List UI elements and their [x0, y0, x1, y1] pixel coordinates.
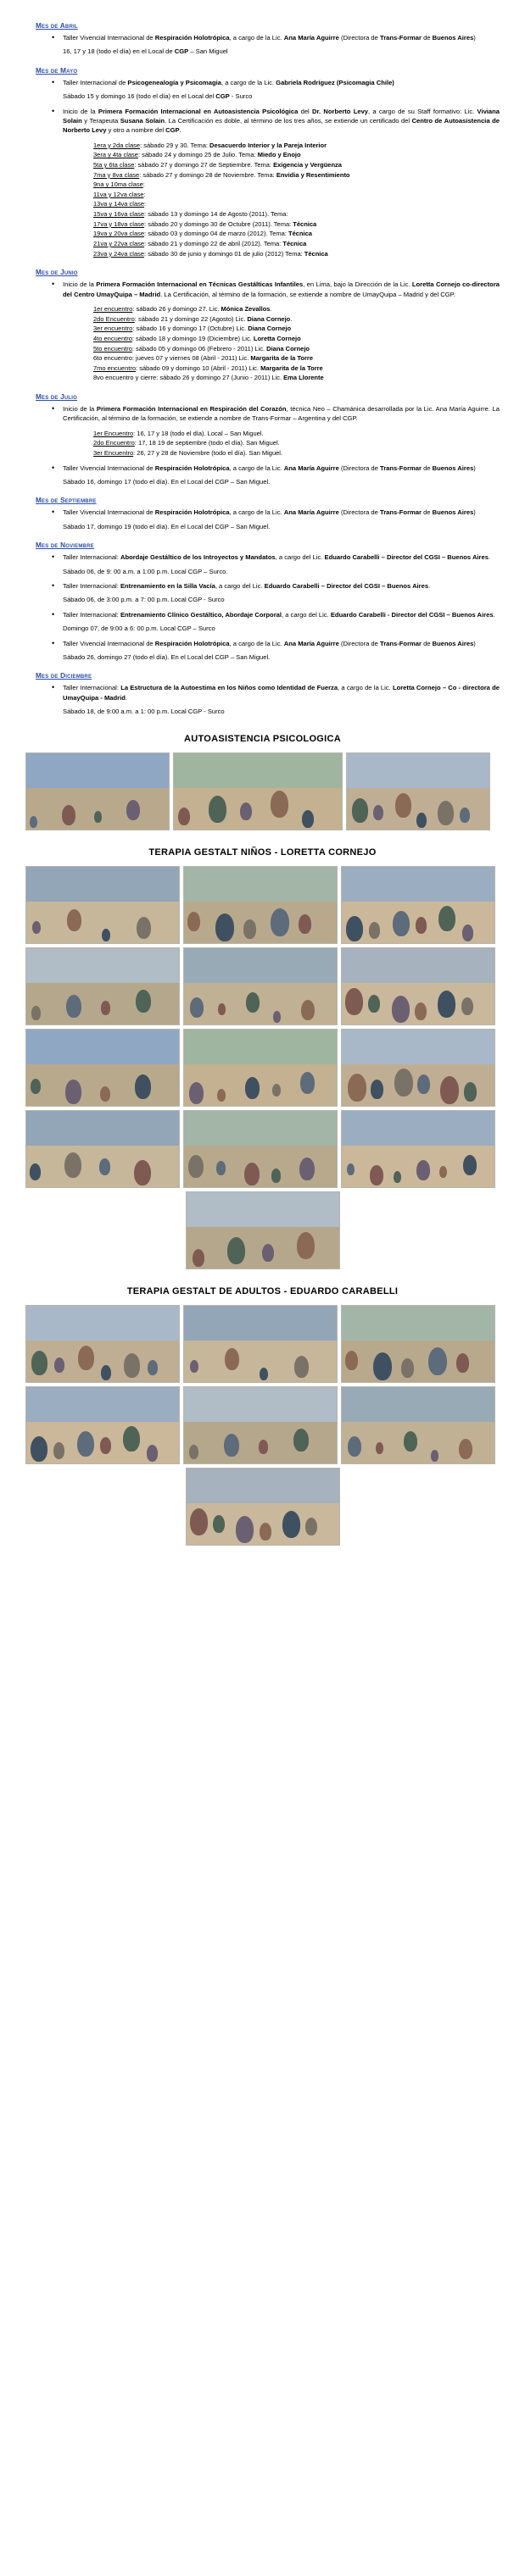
event-item [63, 464, 500, 487]
month-item-list [25, 280, 500, 383]
event-schedule: Sábado 17, domingo 19 (todo el día). En el Local del CGP – San Miguel. [63, 522, 271, 530]
gallery-photo [25, 1386, 180, 1464]
gallery-title: TERAPIA GESTALT DE ADULTOS - EDUARDO CARABELLI [126, 1285, 399, 1296]
event-schedule: Sábado 26, domingo 27 (todo el día). En el Local del CGP – San Miguel. [63, 652, 271, 661]
event-item [63, 639, 500, 663]
session-entry: 21va y 22va clase: sábado 21 y domingo 22 de abril (2012). Tema: Técnica [93, 239, 307, 247]
gallery-photo [25, 866, 180, 944]
session-entry: 3er Encuentro: 26, 27 y 28 de Noviembre (todo el día). San Miguel. [93, 449, 283, 458]
month-heading: Mes de Septiembre [36, 497, 97, 505]
session-entry: 2do Encuentro: sábado 21 y domingo 22 (Agosto) Lic. Diana Cornejo. [93, 314, 293, 323]
event-item [63, 404, 500, 458]
session-entry: 1er encuentro: sábado 26 y domingo 27. Lic. Mónica Zevallos. [93, 305, 272, 314]
event-schedule: Sábado 06, de 9: 00 a.m. a 1:00 p.m. Local CGP – Surco. [63, 567, 228, 575]
event-description: • Taller Internacional: Entrenamiento en la Silla Vacía, a cargo del Lic. Eduardo Carabelli – Director del CGSI – Buenos Aires. [63, 582, 431, 591]
event-item [63, 683, 500, 716]
month-item-list [25, 78, 500, 258]
gallery-photo [186, 1468, 340, 1546]
session-entry: 23va y 24va clase: sábado 30 de junio y domingo 01 de julio (2012) Tema: Técnica [93, 249, 328, 258]
month-item-list [25, 552, 500, 662]
event-item [63, 78, 500, 102]
event-description: • Taller Vivencial Internacional de Respiración Holotrópica, a cargo de la Lic. Ana María Aguirre (Directora de Trans-Formar de Buenos Aires) [63, 508, 476, 517]
gallery-center-row [25, 1191, 500, 1269]
gallery-photo [25, 947, 180, 1025]
event-item [63, 33, 500, 57]
gallery-photo [25, 752, 170, 830]
event-description: • Taller Vivencial Internacional de Respiración Holotrópica, a cargo de la Lic. Ana María Aguirre (Directora de Trans-Formar de Buenos Aires) [63, 639, 476, 647]
document-body [25, 22, 500, 717]
month-item-list [25, 683, 500, 716]
session-entry: 5to encuentro: sábado 05 y domingo 06 (Febrero - 2011) Lic. Diana Cornejo [93, 344, 310, 353]
gallery-grid [25, 1305, 500, 1464]
month-heading: Mes de Abril [36, 22, 78, 30]
gallery-photo [341, 947, 495, 1025]
event-item [63, 107, 500, 259]
event-description: • Inicio de la Primera Formación Internacional en Respiración del Corazón, técnica Neo – Chamánica desarrollada por la Lic. Ana María Aguirre. La Certificación, al término de la formación, se extiende a nombre de Trans-Formar – Argentina y del CGP. [63, 405, 500, 423]
event-description: • Taller Internacional: Entrenamiento Clínico Gestáltico, Abordaje Corporal, a cargo del Lic. Eduardo Carabelli - Director del CGSI – Buenos Aires. [63, 610, 495, 619]
event-description: • Inicio de la Primera Formación Internacional en Autoasistencia Psicológica del Dr. Norberto Levy, a cargo de su Staff formativo: Lic. Viviana Solain y Terapeuta Susana Solain. La Certificación es doble, al término de los tres años, se extiende un certificado del Centro de Autoasistencia de Norberto Levy y otro a nombre del CGP. [63, 107, 500, 135]
gallery-photo [25, 1110, 180, 1188]
gallery-photo [183, 1386, 338, 1464]
event-schedule: 16, 17 y 18 (todo el día) en el Local de CGP – San Miguel [63, 47, 228, 56]
gallery-grid [25, 752, 500, 830]
gallery-center-row [25, 1468, 500, 1546]
session-entry: 19va y 20va clase: sábado 03 y domingo 04 de marzo (2012). Tema: Técnica [93, 230, 312, 238]
gallery-photo [341, 866, 495, 944]
gallery-photo [25, 1305, 180, 1383]
event-description: • Taller Internacional de Psicogenealogía y Psicomagia, a cargo de la Lic. Gabriela Rodríguez (Psicomagia Chile) [63, 78, 394, 86]
session-entry: 5ta y 6ta clase: sábado 27 y domingo 27 de Septiembre. Tema: Exigencia y Vergüenza [93, 160, 342, 169]
session-entry: 7ma y 8va clase: sábado 27 y domingo 28 de Noviembre. Tema: Envidia y Resentimiento [93, 170, 350, 179]
session-entry: 2do Encuentro: 17, 18 19 de septiembre (todo el día). San Miguel. [93, 439, 280, 447]
session-entry: 3er encuentro: sábado 16 y domingo 17 (Octubre) Lic. Diana Cornejo [93, 325, 292, 333]
session-entry: 8vo encuentro y cierre: sábado 26 y domingo 27 (Junio - 2011) Lic. Ema Llorente [93, 374, 324, 382]
gallery-photo [183, 1110, 338, 1188]
session-entry: 6to encuentro: jueves 07 y viernes 08 (Abril - 2011) Lic. Margarita de la Torre [93, 354, 314, 363]
event-description: • Inicio de la Primera Formación Internacional en Técnicas Gestálticas Infantiles, en Lima, bajo la Dirección de la Lic. Loretta Cornejo co-directora del Centro UmayQuipa – Madrid. La Certificación, al término de la formación, se extiende a nombre de UmayQuipa – Madrid y del CGP. [63, 280, 500, 298]
gallery-photo [341, 1386, 495, 1464]
event-schedule: Sábado 15 y domingo 16 (todo el día) en el Local del CGP - Surco [63, 92, 253, 101]
event-description: • Taller Vivencial Internacional de Respiración Holotrópica, a cargo de la Lic. Ana María Aguirre (Directora de Trans-Formar de Buenos Aires) [63, 464, 476, 472]
gallery-photo [183, 1305, 338, 1383]
gallery-photo [183, 947, 338, 1025]
session-entry: 1era y 2da clase: sábado 29 y 30. Tema: Desacuerdo Interior y la Pareja Interior [93, 141, 327, 149]
gallery-photo [183, 866, 338, 944]
gallery-photo [186, 1191, 340, 1269]
gallery-photo [341, 1305, 495, 1383]
event-description: • Taller Internacional: Abordaje Gestáltico de los Introyectos y Mandatos, a cargo del Lic. Eduardo Carabelli – Director del CGSI – Buenos Aires. [63, 553, 491, 562]
event-schedule: Sábado 06, de 3:00 p.m. a 7: 00 p.m. Local CGP - Surco [63, 596, 225, 604]
gallery-photo [173, 752, 343, 830]
session-entry: 4to encuentro: sábado 18 y domingo 19 (Diciembre) Lic. Loretta Cornejo [93, 334, 301, 342]
month-heading: Mes de Julio [36, 393, 77, 402]
event-item [63, 552, 500, 576]
month-heading: Mes de Mayo [36, 66, 78, 75]
gallery-photo [183, 1029, 338, 1107]
session-list [93, 141, 500, 259]
session-entry: 1er Encuentro: 16, 17 y 18 (todo el día). Local – San Miguel. [93, 429, 264, 437]
month-heading: Mes de Noviembre [36, 541, 94, 550]
gallery-photo [346, 752, 490, 830]
session-entry: 17va y 18va clase: sábado 20 y domingo 30 de Octubre (2011). Tema: Técnica [93, 219, 317, 228]
event-description: • Taller Internacional: La Estructura de la Autoestima en los Niños como Identidad de Fuerza, a cargo de la Lic. Loretta Cornejo – Co - directora de UmayQuipa - Madrid. [63, 684, 500, 702]
gallery-photo [341, 1029, 495, 1107]
photo-galleries [25, 734, 500, 1546]
event-item [63, 610, 500, 634]
session-list [93, 429, 500, 458]
event-item [63, 581, 500, 605]
session-list [93, 304, 500, 383]
event-schedule: Domingo 07, de 9:00 a 6: 00 p.m. Local CGP – Surco [63, 625, 215, 633]
month-item-list [25, 508, 500, 531]
month-item-list [25, 404, 500, 486]
gallery-photo [25, 1029, 180, 1107]
session-entry: 13va y 14va clase: [93, 200, 147, 208]
event-description: • Taller Vivencial Internacional de Respiración Holotrópica, a cargo de la Lic. Ana María Aguirre (Directora de Trans-Formar de Buenos Aires) [63, 34, 476, 42]
month-heading: Mes de Diciembre [36, 672, 92, 680]
session-entry: 9na y 10ma clase: [93, 180, 145, 189]
event-schedule: Sábado 16, domingo 17 (todo el día). En el Local del CGP – San Miguel. [63, 478, 271, 486]
month-item-list [25, 33, 500, 57]
event-schedule: Sábado 18, de 9:00 a.m. a 1: 00 p.m. Local CGP - Surco [63, 708, 225, 716]
session-entry: 7mo encuentro: sábado 09 y domingo 10 (Abril - 2011) Lic. Margarita de la Torre [93, 364, 323, 372]
event-item [63, 280, 500, 383]
gallery-title: AUTOASISTENCIA PSICOLOGICA [183, 733, 342, 744]
event-item [63, 508, 500, 531]
session-entry: 15va y 16va clase: sábado 13 y domingo 14 de Agosto (2011). Tema: [93, 210, 288, 219]
gallery-grid [25, 866, 500, 1188]
session-entry: 3era y 4ta clase: sábado 24 y domingo 25 de Julio. Tema: Miedo y Enojo [93, 151, 301, 159]
month-heading: Mes de Junio [36, 269, 78, 277]
gallery-title: TERAPIA GESTALT NIÑOS - LORETTA CORNEJO [148, 847, 377, 858]
gallery-photo [341, 1110, 495, 1188]
session-entry: 11va y 12va clase: [93, 190, 146, 198]
